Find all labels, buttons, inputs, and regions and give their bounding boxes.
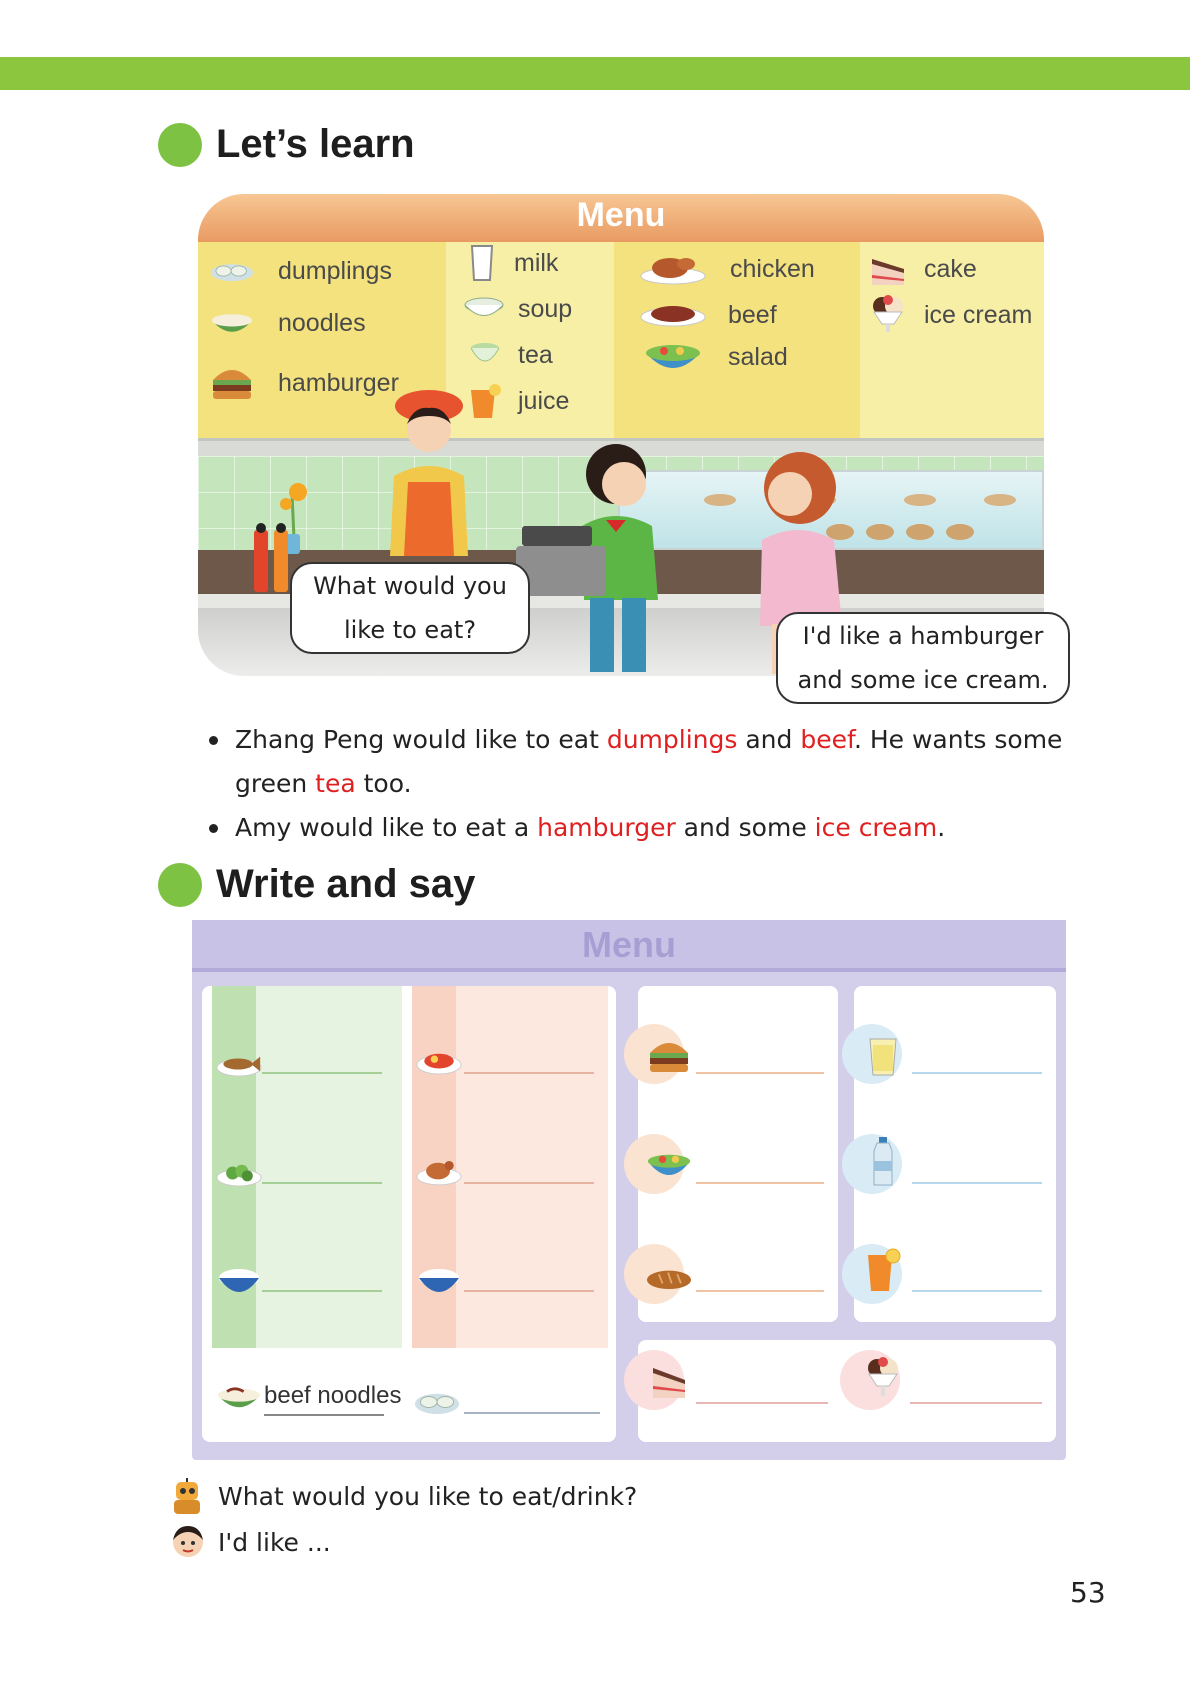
orange-juice-icon[interactable] xyxy=(860,1250,906,1290)
write-line[interactable] xyxy=(464,1072,594,1074)
rice-icon[interactable] xyxy=(416,1262,462,1302)
learn-sentences xyxy=(205,718,1085,850)
write-line[interactable] xyxy=(464,1290,594,1292)
menu-panel-snacks xyxy=(638,986,838,1322)
highlight-word: beef xyxy=(800,725,854,754)
dumplings-icon xyxy=(210,256,254,286)
green-dot-icon xyxy=(158,123,202,167)
waiter-figure xyxy=(374,386,484,556)
write-line[interactable] xyxy=(464,1412,600,1414)
menu-item-label: ice cream xyxy=(924,300,1033,329)
cake-icon xyxy=(870,254,906,284)
menu-item-label: noodles xyxy=(278,308,366,337)
example-underline xyxy=(264,1414,384,1416)
dialogue-answer xyxy=(168,1522,331,1562)
menu-item-label: beef xyxy=(728,300,777,329)
cake-icon[interactable] xyxy=(646,1360,692,1400)
menu-panel-dishes xyxy=(202,986,616,1442)
write-line[interactable] xyxy=(464,1182,594,1184)
sentence-text: too. xyxy=(355,769,412,798)
menu-item xyxy=(640,300,777,330)
menu-board xyxy=(198,242,1044,438)
ice-cream-icon[interactable] xyxy=(860,1358,906,1398)
highlight-word: tea xyxy=(315,769,356,798)
juice-icon[interactable] xyxy=(860,1036,906,1076)
menu-item-label: dumplings xyxy=(278,256,392,285)
hamburger-icon[interactable] xyxy=(646,1036,692,1076)
menu-header xyxy=(198,194,1044,242)
write-line[interactable] xyxy=(912,1072,1042,1074)
menu-item xyxy=(640,254,815,284)
menu-item-label: soup xyxy=(518,294,573,323)
menu-column-3 xyxy=(614,242,860,438)
menu-item xyxy=(468,248,558,278)
milk-icon xyxy=(468,248,496,278)
example-answer: beef noodles xyxy=(264,1382,402,1409)
sentence-amy xyxy=(205,806,1085,850)
menu-panel-desserts xyxy=(638,1340,1056,1442)
chicken-icon xyxy=(640,254,706,284)
salad-icon[interactable] xyxy=(646,1144,692,1184)
robot-avatar-icon xyxy=(168,1476,208,1516)
menu-title: Menu xyxy=(576,196,666,234)
menu-item-label: cake xyxy=(924,254,977,283)
highlight-word: hamburger xyxy=(537,813,676,842)
menu-panel-drinks xyxy=(854,986,1056,1322)
sentence-text: Zhang Peng would like to eat xyxy=(235,725,607,754)
menu-item xyxy=(870,300,1032,330)
menu-item-label: milk xyxy=(514,248,559,277)
write-line[interactable] xyxy=(696,1182,824,1184)
write-menu-board xyxy=(192,920,1066,1460)
section-title: Write and say xyxy=(216,862,476,906)
sentence-text: Amy would like to eat a xyxy=(235,813,538,842)
water-icon[interactable] xyxy=(860,1142,906,1182)
menu-item xyxy=(210,256,392,286)
ice-cream-icon xyxy=(870,300,906,330)
write-line[interactable] xyxy=(696,1290,824,1292)
sentence-text: and xyxy=(737,725,801,754)
write-line[interactable] xyxy=(262,1072,382,1074)
bubble-line: and some ice cream. xyxy=(797,666,1049,694)
rice-icon[interactable] xyxy=(216,1262,262,1302)
section-heading-lets-learn xyxy=(158,122,415,167)
write-line[interactable] xyxy=(262,1290,382,1292)
menu-item-label: salad xyxy=(728,342,788,371)
highlight-word: ice cream xyxy=(814,813,938,842)
menu-item xyxy=(210,368,399,398)
boy-avatar-icon xyxy=(168,1522,208,1562)
dumplings-icon[interactable] xyxy=(414,1382,460,1422)
section-heading-write-and-say xyxy=(158,862,475,907)
tomato-egg-icon[interactable] xyxy=(416,1042,462,1082)
write-line[interactable] xyxy=(912,1182,1042,1184)
dialogue-question xyxy=(168,1476,637,1516)
bubble-line: What would you xyxy=(313,572,507,600)
menu-item-label: chicken xyxy=(730,254,815,283)
menu-item-label: juice xyxy=(518,386,570,415)
question-text: What would you like to eat/drink? xyxy=(218,1481,638,1511)
top-green-bar xyxy=(0,57,1190,90)
noodles-icon xyxy=(216,1378,262,1418)
tea-icon xyxy=(468,340,502,370)
beef-icon xyxy=(640,300,706,330)
menu-item xyxy=(870,254,977,284)
menu-item xyxy=(210,308,366,338)
page-number: 53 xyxy=(1070,1576,1106,1609)
noodles-icon xyxy=(210,308,254,338)
answer-text: I'd like ... xyxy=(218,1527,331,1557)
menu-item-label: hamburger xyxy=(278,368,399,397)
sentence-text: . He wants some green xyxy=(235,725,1063,798)
vegetables-icon[interactable] xyxy=(216,1154,262,1194)
write-line[interactable] xyxy=(912,1290,1042,1292)
menu-item xyxy=(468,340,553,370)
write-line[interactable] xyxy=(696,1402,828,1404)
highlight-word: dumplings xyxy=(606,725,738,754)
menu-item xyxy=(644,342,788,372)
bubble-line: I'd like a hamburger xyxy=(802,622,1044,650)
chicken-icon[interactable] xyxy=(416,1152,462,1192)
write-line[interactable] xyxy=(910,1402,1042,1404)
sentence-zhang-peng xyxy=(205,718,1085,806)
menu-column-4 xyxy=(860,242,1044,438)
green-dot-icon xyxy=(158,863,202,907)
speech-bubble-girl xyxy=(776,612,1070,704)
menu-item-label: tea xyxy=(518,340,553,369)
speech-bubble-waiter xyxy=(290,562,530,654)
write-line[interactable] xyxy=(696,1072,824,1074)
bubble-line: like to eat? xyxy=(343,616,477,644)
bread-icon[interactable] xyxy=(646,1258,692,1298)
write-menu-title: Menu xyxy=(582,924,676,965)
sentence-text: and some xyxy=(675,813,815,842)
soup-icon xyxy=(464,294,504,324)
hamburger-icon xyxy=(210,368,254,398)
menu-item xyxy=(464,294,572,324)
write-menu-header xyxy=(192,920,1066,972)
salad-icon xyxy=(644,342,702,372)
sentence-text: . xyxy=(937,813,946,842)
write-line[interactable] xyxy=(262,1182,382,1184)
fish-icon[interactable] xyxy=(216,1044,262,1084)
section-title: Let’s learn xyxy=(216,122,415,166)
sauce-bottles-icon xyxy=(250,520,294,594)
